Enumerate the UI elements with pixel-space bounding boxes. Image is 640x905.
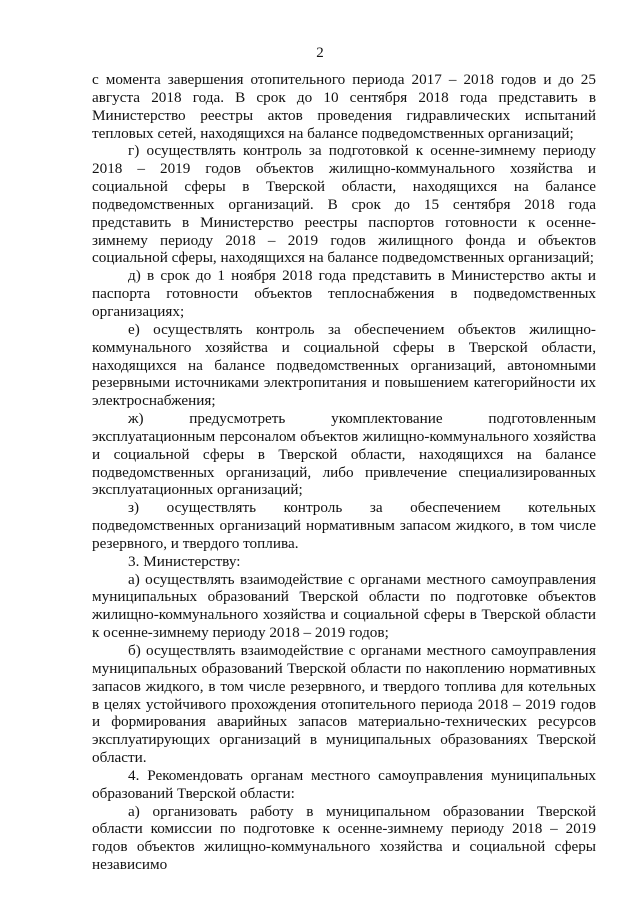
paragraph-item-3b: б) осуществлять взаимодействие с органами местного самоуправления муниципальных образований Тверской области по накоплению нормативных запасов жидкого, в том числе резервного, и твердого топлива для котельных в целях устойчивого прохождения отопительного периода 2018 – 2019 годов и формирования аварийных запасов материально-технических ресурсов эксплуатирующих организаций в муниципальных образованиях Тверской области. — [92, 642, 596, 767]
paragraph-item-d: д) в срок до 1 ноября 2018 года представить в Министерство акты и паспорта готовности объектов теплоснабжения в подведомственных организациях; — [92, 267, 596, 320]
page-number: 2 — [316, 45, 324, 61]
paragraph-item-zh: ж) предусмотреть укомплектование подготовленным эксплуатационным персоналом объектов жилищно-коммунального хозяйства и социальной сферы в Тверской области, находящихся на балансе подведомственных организаций, либо привлечение специализированных эксплуатационных организаций; — [92, 410, 596, 499]
paragraph-continuation: с момента завершения отопительного периода 2017 – 2018 годов и до 25 августа 2018 года. В срок до 10 сентября 2018 года представить в Министерство реестры актов проведения гидравлических испытаний тепловых сетей, находящихся на балансе подведомственных организаций; — [92, 71, 596, 142]
paragraph-item-4a: а) организовать работу в муниципальном образовании Тверской области комиссии по подготовке к осенне-зимнему периоду 2018 – 2019 годов объектов жилищно-коммунального хозяйства и социальной сферы независимо — [92, 802, 596, 874]
paragraph-item-g: г) осуществлять контроль за подготовкой к осенне-зимнему периоду 2018 – 2019 годов объектов жилищно-коммунального хозяйства и социальной сферы в Тверской области, находящихся на балансе подведомственных организаций. В срок до 15 сентября 2018 года представить в Министерство реестры паспортов готовности к осенне-зимнему периоду 2018 – 2019 годов жилищного фонда и объектов социальной сферы, находящихся на балансе подведомственных организаций; — [92, 142, 596, 267]
paragraph-item-3a: а) осуществлять взаимодействие с органами местного самоуправления муниципальных образований Тверской области по подготовке объектов жилищно-коммунального хозяйства и социальной сферы в Тверской области к осенне-зимнему периоду 2018 – 2019 годов; — [92, 570, 596, 642]
document-body — [92, 71, 596, 874]
paragraph-item-z: з) осуществлять контроль за обеспечением котельных подведомственных организаций нормативным запасом жидкого, в том числе резервного, и твердого топлива. — [92, 499, 596, 552]
section-heading-4: 4. Рекомендовать органам местного самоуправления муниципальных образований Тверской области: — [92, 766, 596, 802]
paragraph-item-e: е) осуществлять контроль за обеспечением объектов жилищно-коммунального хозяйства и социальной сферы в Тверской области, находящихся на балансе подведомственных организаций, автономными резервными источниками электропитания и повышением категорийности их электроснабжения; — [92, 320, 596, 410]
section-heading-3: 3. Министерству: — [128, 552, 241, 570]
